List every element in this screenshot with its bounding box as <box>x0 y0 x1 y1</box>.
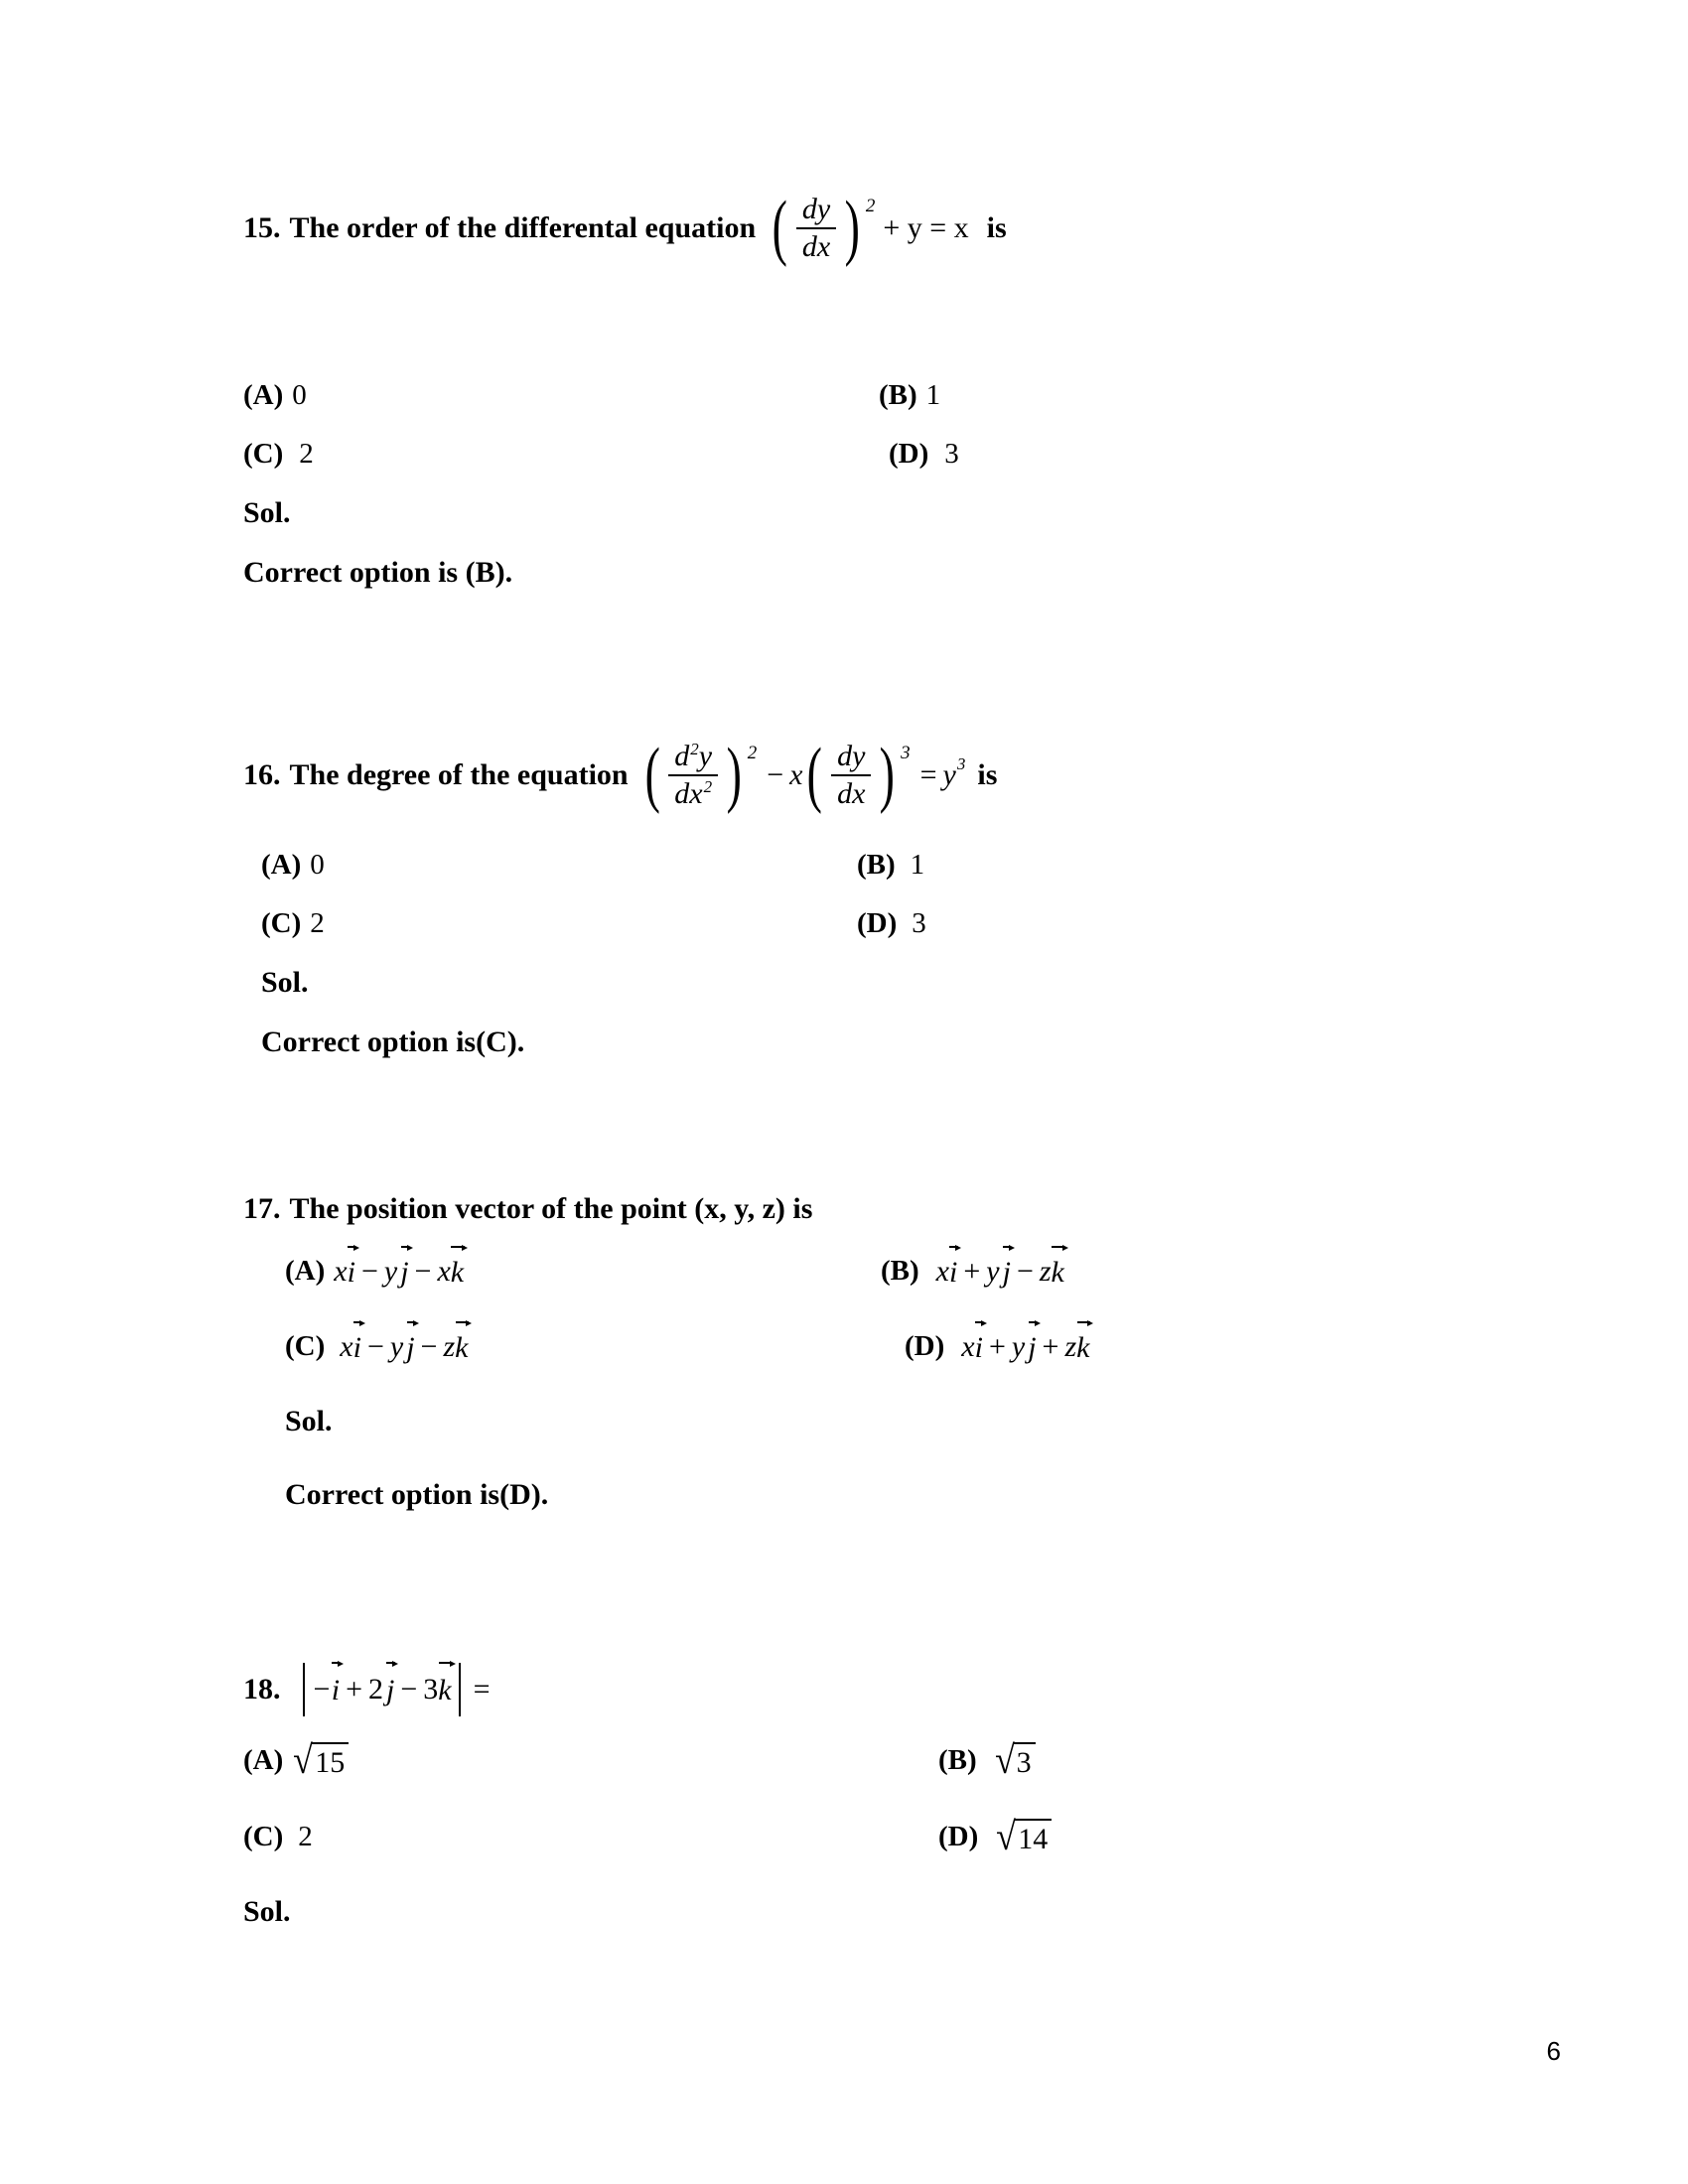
question-16-stem <box>243 734 1465 816</box>
abs-bar-left <box>303 1663 305 1716</box>
option-18-C[interactable] <box>243 1819 938 1855</box>
unit-vector-j: j <box>386 1670 394 1709</box>
fraction-denominator: dx <box>796 227 836 263</box>
paren-open-1: ( <box>644 734 660 816</box>
fraction-denominator <box>668 774 718 810</box>
question-18-options-row-2 <box>243 1813 1465 1858</box>
unit-vector-j: j <box>1028 1330 1037 1364</box>
question-16-sol-label: Sol. <box>261 966 309 999</box>
term-op: − <box>420 1329 438 1363</box>
option-16-C-value: 2 <box>310 907 325 939</box>
unit-vector-j: j <box>400 1255 409 1289</box>
option-16-D-label: (D) <box>857 907 898 939</box>
term-op: + <box>346 1672 363 1706</box>
term-coef: − <box>311 1672 332 1706</box>
question-15-options-row-2 <box>243 438 1465 471</box>
option-17-C-label: (C) <box>285 1330 326 1362</box>
option-16-B-label: (B) <box>857 849 896 881</box>
unit-vector-i: i <box>352 1330 361 1364</box>
unit-vector-j: j <box>1002 1255 1011 1289</box>
option-15-C-value: 2 <box>299 438 314 470</box>
question-15-answer: Correct option is (B). <box>243 556 513 589</box>
option-15-D-value: 3 <box>944 438 959 470</box>
paren-close: ) <box>844 187 861 269</box>
option-16-D[interactable] <box>857 907 926 940</box>
option-18-B-sqrt <box>994 1736 1036 1782</box>
term-coef: x <box>961 1329 975 1363</box>
fraction-numerator: dy <box>801 193 831 225</box>
option-16-A-value: 0 <box>310 849 325 881</box>
unit-vector-i: i <box>332 1670 340 1709</box>
num-d-sup: 2 <box>690 740 699 758</box>
term-op: + <box>1042 1329 1059 1363</box>
page-number: 6 <box>1546 2036 1561 2066</box>
equation-rest: + y = x <box>883 210 969 244</box>
second-exponent: 3 <box>901 742 911 763</box>
option-18-C-value: 2 <box>298 1820 313 1852</box>
fraction-d2y-dx2 <box>668 741 718 809</box>
option-15-B-label: (B) <box>879 379 917 411</box>
question-15-stem <box>243 187 1465 269</box>
option-17-C-vector <box>340 1329 468 1365</box>
option-15-B[interactable] <box>879 379 940 412</box>
term-coef: y <box>986 1254 1000 1288</box>
question-17-options-row-2 <box>285 1329 1506 1365</box>
option-16-C-label: (C) <box>261 907 302 939</box>
question-17-number: 17. <box>243 1192 281 1225</box>
first-exponent: 2 <box>747 742 758 763</box>
option-18-A-value: 15 <box>312 1742 349 1779</box>
radical-icon: √ <box>994 1736 1015 1782</box>
num-d: d <box>674 740 690 772</box>
rhs-base-y: y <box>942 757 956 791</box>
option-15-A[interactable] <box>243 379 879 412</box>
option-16-B[interactable] <box>857 849 924 882</box>
option-15-B-value: 1 <box>925 379 941 411</box>
unit-vector-j: j <box>406 1330 415 1364</box>
term-op: − <box>366 1329 384 1363</box>
term-coef: y <box>383 1254 398 1288</box>
option-17-A-vector <box>334 1254 464 1290</box>
question-16-number: 16. <box>243 757 281 791</box>
term-coef: x <box>334 1254 348 1288</box>
fraction-numerator <box>668 741 718 774</box>
option-18-A-label: (A) <box>243 1743 284 1776</box>
question-16-text: The degree of the equation <box>289 757 629 791</box>
option-17-C[interactable] <box>285 1329 881 1365</box>
question-15-number: 15. <box>243 210 281 244</box>
radical-icon: √ <box>996 1813 1017 1858</box>
term-coef: x <box>935 1254 949 1288</box>
middle-variable-x: x <box>789 757 803 791</box>
equals-sign: = <box>473 1672 491 1706</box>
question-15-options-row-1 <box>243 379 1465 412</box>
term-coef: y <box>1011 1329 1026 1363</box>
term-op: − <box>360 1254 378 1288</box>
question-18-sol-label: Sol. <box>243 1894 291 1928</box>
term-coef: x <box>340 1329 353 1363</box>
question-16-equation <box>640 734 966 816</box>
option-17-B-vector <box>936 1254 1064 1290</box>
term-coef: y <box>389 1329 404 1363</box>
question-17-sol-label: Sol. <box>285 1404 333 1437</box>
term-op: − <box>400 1672 418 1706</box>
option-17-D-label: (D) <box>905 1330 945 1362</box>
option-18-B[interactable] <box>938 1736 1036 1782</box>
question-17-options-row-1 <box>285 1254 1506 1290</box>
option-15-A-value: 0 <box>292 379 307 411</box>
den-dx: dx <box>674 776 703 810</box>
term-coef: 2 <box>368 1672 384 1706</box>
term-op: − <box>1016 1254 1034 1288</box>
abs-bar-right <box>459 1663 461 1716</box>
option-16-C[interactable] <box>261 907 857 940</box>
question-16-options-row-2 <box>261 907 1482 940</box>
question-18-number: 18. <box>243 1672 281 1706</box>
term-op: + <box>988 1329 1006 1363</box>
term-coef: x <box>437 1254 451 1288</box>
question-16-answer: Correct option is(C). <box>261 1025 525 1058</box>
unit-vector-i: i <box>949 1255 958 1289</box>
option-18-C-label: (C) <box>243 1820 284 1852</box>
option-17-B-label: (B) <box>881 1255 919 1287</box>
option-17-B[interactable] <box>881 1254 1064 1290</box>
question-15-equation <box>768 187 974 269</box>
term-coef: z <box>443 1329 456 1363</box>
unit-vector-i: i <box>347 1255 355 1289</box>
fraction-dy-dx <box>796 194 836 262</box>
den-dx-sup: 2 <box>703 776 713 796</box>
radical-icon: √ <box>293 1736 314 1782</box>
unit-vector-k: k <box>1076 1330 1090 1364</box>
question-18-options-row-1 <box>243 1736 1465 1782</box>
option-17-D-vector <box>961 1329 1089 1365</box>
paren-open-2: ( <box>807 734 823 816</box>
question-16-options-row-1 <box>261 849 1482 882</box>
question-18-stem <box>243 1663 1465 1716</box>
question-17-answer: Correct option is(D). <box>285 1477 549 1511</box>
term-coef: 3 <box>423 1672 439 1706</box>
option-18-D-label: (D) <box>938 1820 979 1852</box>
option-17-A[interactable] <box>285 1254 881 1290</box>
question-18-expression <box>296 1663 496 1716</box>
term-coef: z <box>1064 1329 1077 1363</box>
fraction-dy-dx-2 <box>831 741 871 809</box>
term-coef: z <box>1039 1254 1052 1288</box>
num-y: y <box>698 740 713 772</box>
unit-vector-k: k <box>438 1670 451 1709</box>
unit-vector-k: k <box>450 1255 465 1289</box>
term-op: − <box>414 1254 432 1288</box>
rhs-exponent: 3 <box>956 753 966 773</box>
question-15-sol-label: Sol. <box>243 496 291 529</box>
option-18-A[interactable] <box>243 1736 938 1782</box>
option-16-D-value: 3 <box>912 907 926 939</box>
paren-open: ( <box>772 187 788 269</box>
option-18-B-value: 3 <box>1014 1742 1036 1779</box>
option-16-A[interactable] <box>261 849 857 882</box>
option-16-B-value: 1 <box>910 849 925 881</box>
question-17-text: The position vector of the point (x, y, z) is <box>289 1192 813 1225</box>
question-16-suffix: is <box>977 757 998 791</box>
option-15-C-label: (C) <box>243 438 284 470</box>
paren-close-1: ) <box>726 734 743 816</box>
unit-vector-k: k <box>1051 1255 1064 1289</box>
page-content <box>243 187 1465 1929</box>
question-15-suffix: is <box>986 210 1007 244</box>
option-18-D[interactable] <box>938 1813 1052 1858</box>
unit-vector-k: k <box>455 1330 469 1364</box>
question-15-text: The order of the differental equation <box>289 210 757 244</box>
option-15-D-label: (D) <box>889 438 929 470</box>
option-18-B-label: (B) <box>938 1743 977 1776</box>
option-15-D[interactable] <box>889 438 959 471</box>
option-18-A-sqrt <box>292 1736 349 1782</box>
term-op: + <box>963 1254 981 1288</box>
equals-sign: = <box>919 757 937 791</box>
option-15-C[interactable] <box>243 438 889 471</box>
unit-vector-i: i <box>974 1330 983 1364</box>
fraction-denominator-2: dx <box>831 774 871 810</box>
minus-operator: − <box>767 757 784 791</box>
option-18-D-sqrt <box>995 1813 1052 1858</box>
equation-exponent: 2 <box>865 195 876 216</box>
question-17-stem <box>243 1190 1465 1228</box>
option-16-A-label: (A) <box>261 849 302 881</box>
paren-close-2: ) <box>880 734 896 816</box>
option-17-A-label: (A) <box>285 1255 326 1287</box>
option-17-D[interactable] <box>905 1329 1089 1365</box>
fraction-numerator-2: dy <box>837 740 866 772</box>
option-15-A-label: (A) <box>243 379 284 411</box>
option-18-D-value: 14 <box>1015 1819 1052 1855</box>
